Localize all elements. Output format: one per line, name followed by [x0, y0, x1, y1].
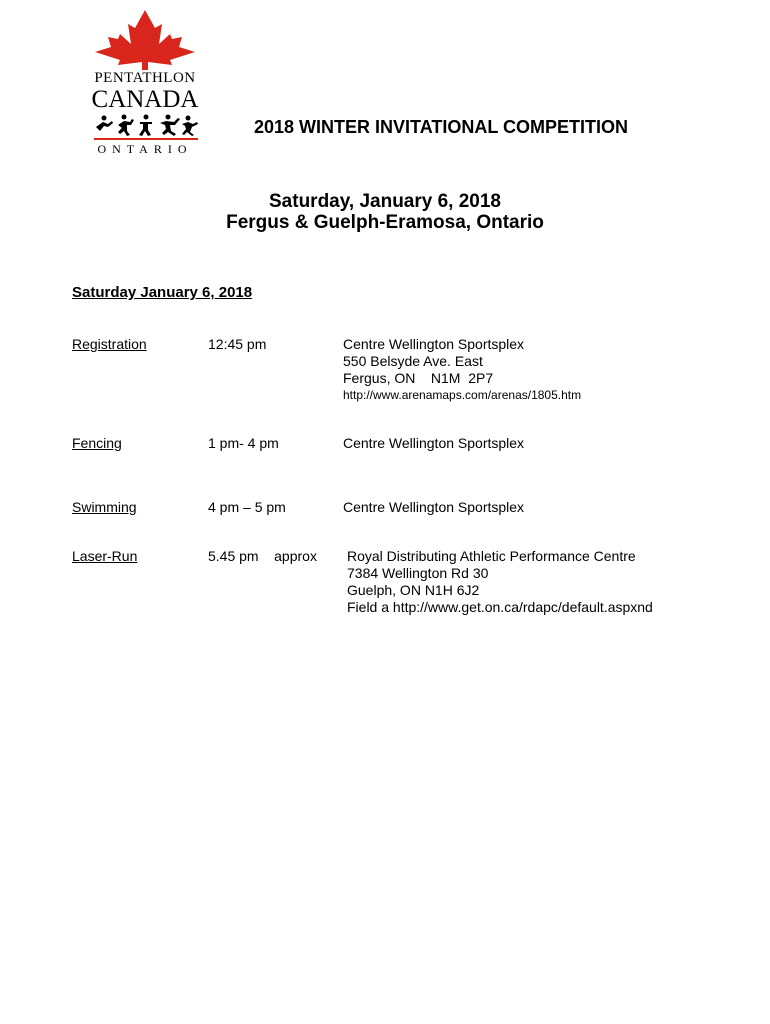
location-url: http://www.arenamaps.com/arenas/1805.htm: [343, 388, 582, 402]
logo-text-ontario: ONTARIO: [97, 142, 193, 156]
maple-leaf-icon: [90, 8, 200, 70]
location-laser-run: [347, 548, 653, 616]
location-fencing: [343, 435, 524, 452]
event-place: Fergus & Guelph-Eramosa, Ontario: [226, 212, 544, 233]
location-registration: [343, 336, 581, 404]
location-line: Fergus, ON N1M 2P7: [343, 370, 494, 386]
time-swimming: 4 pm – 5 pm: [208, 499, 286, 515]
logo-divider: [94, 138, 198, 140]
logo-text-pentathlon: PENTATHLON: [94, 70, 196, 86]
athlete-figures-icon: [94, 113, 198, 137]
location-line: Centre Wellington Sportsplex: [343, 336, 525, 352]
location-line: Guelph, ON N1H 6J2: [347, 582, 480, 598]
competition-title: 2018 WINTER INVITATIONAL COMPETITION: [254, 117, 629, 137]
logo-text-canada: CANADA: [91, 86, 199, 113]
time-laser-run: 5.45 pm approx: [208, 548, 317, 564]
location-line: 550 Belsyde Ave. East: [343, 353, 483, 369]
location-line: Field a http://www.get.on.ca/rdapc/default.aspxnd: [347, 599, 653, 615]
event-date: Saturday, January 6, 2018: [269, 191, 501, 212]
event-fencing: Fencing: [72, 435, 122, 451]
location-swimming: [343, 499, 524, 516]
schedule-heading: Saturday January 6, 2018: [72, 284, 253, 301]
time-fencing: 1 pm- 4 pm: [208, 435, 279, 451]
location-line: Centre Wellington Sportsplex: [343, 499, 525, 515]
event-registration: Registration: [72, 336, 147, 352]
event-swimming: Swimming: [72, 499, 137, 515]
pentathlon-canada-ontario-logo: [90, 8, 200, 156]
event-laser-run: Laser-Run: [72, 548, 138, 564]
location-line: Royal Distributing Athletic Performance Centre: [347, 548, 636, 564]
location-line: 7384 Wellington Rd 30: [347, 565, 489, 581]
location-line: Centre Wellington Sportsplex: [343, 435, 525, 451]
time-registration: 12:45 pm: [208, 336, 267, 352]
